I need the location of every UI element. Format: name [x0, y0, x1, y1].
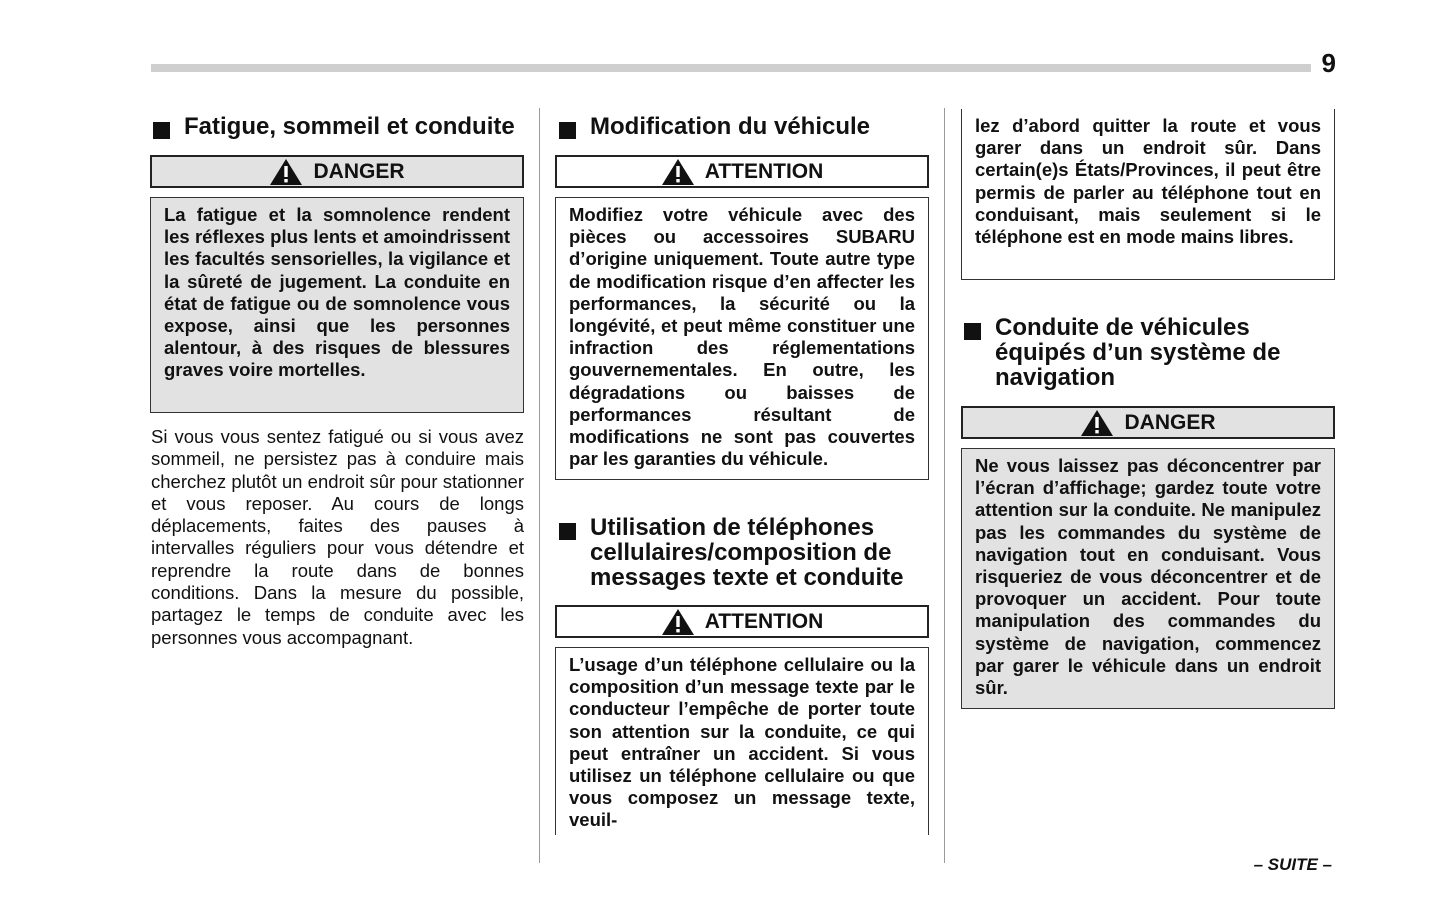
- danger-label-text: DANGER: [313, 159, 405, 183]
- warning-triangle-icon: [1080, 409, 1114, 437]
- bullet-square-icon: [559, 122, 576, 139]
- attention-message-phones-part2: lez d’abord quitter la route et vous garer dans un endroit sûr. Dans certain(e)s États/Provinces, il peut être permis de parler au téléphone tout en conduisant, mais seulement si le téléphone est en mode mains libres.: [961, 109, 1335, 280]
- warning-triangle-icon: [661, 158, 695, 186]
- bullet-square-icon: [153, 122, 170, 139]
- attention-message-phones-part1: L’usage d’un téléphone cellulaire ou la composition d’un message texte par le conducteur l’empêche de porter toute son attention sur la conduite, ce qui peut entraîner un accident. Si vous utilisez un téléphone cellulaire ou que vous composez un message texte, veuil-: [555, 647, 929, 835]
- bullet-square-icon: [559, 523, 576, 540]
- header-rule: [151, 64, 1311, 72]
- column-divider: [944, 108, 945, 863]
- section-heading-fatigue: [153, 114, 525, 139]
- danger-message-fatigue: La fatigue et la somnolence rendent les réflexes plus lents et amoindrissent les facultés sensorielles, la vigilance et la sûreté de jugement. La conduite en état de fatigue ou de somnolence vous expose, ainsi que les personnes alentour, à des risques de blessures graves voire mortelles.: [150, 197, 524, 413]
- heading-text: Fatigue, sommeil et conduite: [184, 113, 515, 140]
- attention-message-modification: Modifiez votre véhicule avec des pièces ou accessoires SUBARU d’origine uniquement. Toute autre type de modification risque d’en affecter les performances, la sécurité ou la longévité, et peut même constituer une infraction des réglementations gouvernementales. En outre, les dégradations ou baisses de performances résultant de modifications ne sont pas couvertes par les garanties du véhicule.: [555, 197, 929, 480]
- danger-label: [961, 406, 1335, 439]
- attention-label-text: ATTENTION: [704, 609, 824, 633]
- attention-label: [555, 155, 929, 188]
- heading-text: Modification du véhicule: [590, 113, 871, 140]
- page-number: 9: [1321, 48, 1336, 78]
- section-heading-phones: [559, 515, 931, 590]
- attention-label: [555, 605, 929, 638]
- warning-triangle-icon: [269, 158, 303, 186]
- attention-label-text: ATTENTION: [704, 159, 824, 183]
- body-paragraph-fatigue: Si vous vous sentez fatigué ou si vous avez sommeil, ne persistez pas à conduire mais cherchez plutôt un endroit sûr pour stationner et vous reposer. Au cours de longs déplacements, faites des pauses à intervalles réguliers pour vous détendre et reprendre la route dans de bonnes conditions. Dans la mesure du possible, partagez le temps de conduite avec les personnes vous accompagnant.: [151, 426, 524, 648]
- section-heading-modification: [559, 114, 931, 139]
- warning-triangle-icon: [661, 608, 695, 636]
- section-heading-navigation: [964, 315, 1336, 390]
- continued-footer: – SUITE –: [1253, 855, 1332, 874]
- danger-message-navigation: Ne vous laissez pas déconcentrer par l’écran d’affichage; gardez toute votre attention sur la conduite. Ne manipulez pas les commandes du système de navigation tout en conduisant. Vous risqueriez de vous déconcentrer et de provoquer un accident. Pour toute manipulation des commandes du système de navigation, commencez par garer le véhicule dans un endroit sûr.: [961, 448, 1335, 709]
- heading-text: Utilisation de téléphones cellulaires/composition de messages texte et conduite: [590, 514, 904, 591]
- bullet-square-icon: [964, 323, 981, 340]
- danger-label-text: DANGER: [1124, 410, 1216, 434]
- danger-label: [150, 155, 524, 188]
- heading-text: Conduite de véhicules équipés d’un système de navigation: [995, 314, 1281, 391]
- column-divider: [539, 108, 540, 863]
